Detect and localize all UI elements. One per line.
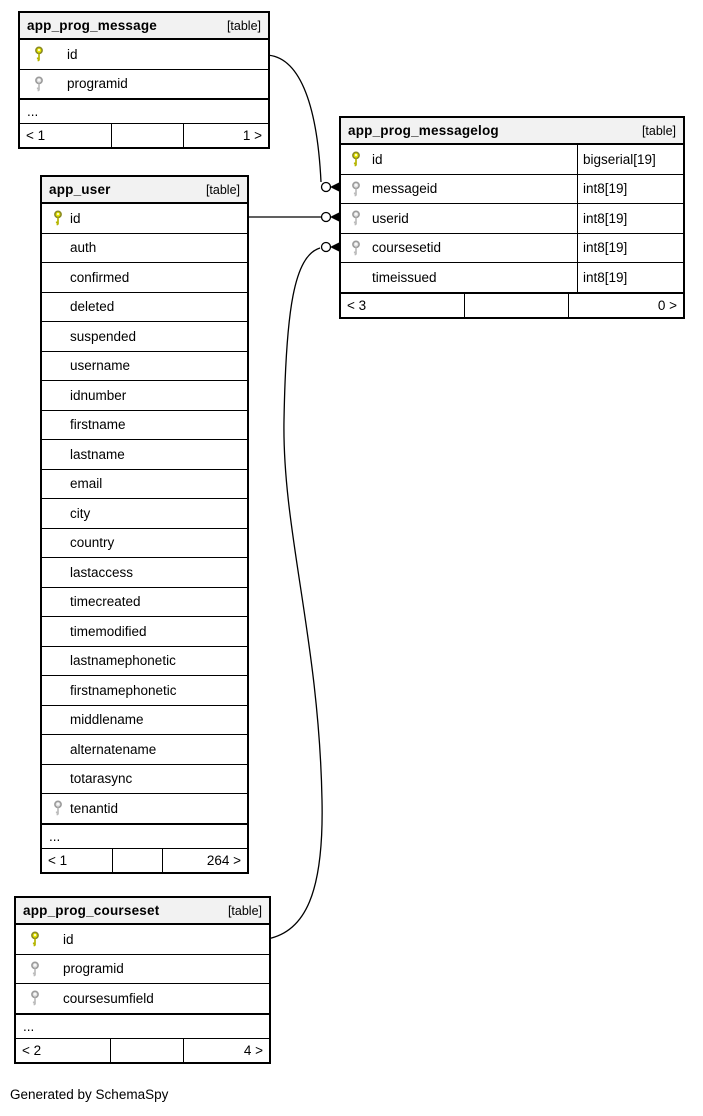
table-name: app_prog_courseset (23, 903, 160, 918)
table-type-tag: [table] (226, 18, 261, 33)
column-row (341, 204, 683, 234)
foreign-key-icon (350, 240, 362, 256)
column-name: email (70, 476, 103, 492)
foreign-key-icon (29, 990, 41, 1006)
parent-count: < 2 (16, 1039, 111, 1062)
column-name: timeissued (372, 269, 437, 285)
footer-spacer (112, 124, 184, 147)
parent-count: < 1 (20, 124, 112, 147)
column-name: coursesumfield (63, 990, 154, 1006)
column-row (42, 735, 247, 765)
table-footer (16, 1039, 269, 1062)
column-name: coursesetid (372, 240, 442, 256)
column-row (42, 470, 247, 500)
column-type: bigserial[19] (577, 145, 683, 174)
column-name: id (70, 210, 81, 226)
column-row (42, 234, 247, 264)
table-name: app_prog_messagelog (348, 123, 499, 138)
column-name: confirmed (70, 269, 130, 285)
column-row (16, 925, 269, 955)
table-name: app_user (49, 182, 111, 197)
column-name: userid (372, 210, 409, 226)
column-name: programid (67, 76, 128, 92)
table-app-user[interactable] (40, 175, 249, 874)
column-row (42, 765, 247, 795)
parent-count: < 1 (42, 849, 113, 872)
column-name: country (70, 535, 115, 551)
foreign-key-icon (350, 181, 362, 197)
column-name: lastname (70, 446, 125, 462)
column-row (42, 293, 247, 323)
primary-key-icon (52, 210, 64, 226)
column-type: int8[19] (577, 263, 683, 292)
hidden-columns-ellipsis: ... (42, 824, 247, 849)
column-row (20, 40, 268, 70)
column-name: totarasync (70, 771, 133, 787)
column-row (341, 263, 683, 293)
table-footer (42, 849, 247, 872)
table-header (42, 177, 247, 204)
column-row (42, 263, 247, 293)
table-header (20, 13, 268, 40)
column-name: username (70, 358, 131, 374)
column-row (341, 234, 683, 264)
column-row (42, 381, 247, 411)
foreign-key-icon (29, 961, 41, 977)
table-footer (20, 124, 268, 147)
column-name: messageid (372, 181, 438, 197)
column-type: int8[19] (577, 234, 683, 263)
foreign-key-icon (52, 800, 64, 816)
hidden-columns-ellipsis: ... (20, 99, 268, 124)
footer-spacer (111, 1039, 184, 1062)
column-row (16, 955, 269, 985)
column-row (42, 588, 247, 618)
column-name: idnumber (70, 387, 127, 403)
column-row (42, 558, 247, 588)
column-name: timemodified (70, 623, 147, 639)
column-row (42, 204, 247, 234)
column-name: lastaccess (70, 564, 134, 580)
relationship-courseset-to-messagelog (267, 242, 341, 940)
table-type-tag: [table] (205, 182, 240, 197)
relationship-user-to-messagelog (245, 212, 341, 223)
column-name: city (70, 505, 91, 521)
table-app-prog-courseset[interactable] (14, 896, 271, 1064)
footer-spacer (113, 849, 163, 872)
column-name: firstnamephonetic (70, 682, 177, 698)
hidden-columns-ellipsis: ... (16, 1014, 269, 1039)
column-row (42, 499, 247, 529)
column-name: firstname (70, 417, 126, 433)
column-name: middlename (70, 712, 144, 728)
column-row (42, 440, 247, 470)
column-name: suspended (70, 328, 137, 344)
column-row (42, 529, 247, 559)
column-row (42, 706, 247, 736)
column-row (42, 322, 247, 352)
column-type: int8[19] (577, 204, 683, 233)
table-type-tag: [table] (227, 903, 262, 918)
column-row (42, 411, 247, 441)
column-name: timecreated (70, 594, 141, 610)
child-count: 4 > (243, 1042, 263, 1058)
column-row (42, 794, 247, 824)
column-row (42, 647, 247, 677)
child-count: 264 > (206, 852, 241, 868)
column-name: id (63, 931, 74, 947)
foreign-key-icon (350, 210, 362, 226)
table-footer (341, 293, 683, 317)
table-app-prog-messagelog[interactable] (339, 116, 685, 319)
column-row (20, 70, 268, 100)
column-name: programid (63, 961, 124, 977)
child-count: 1 > (242, 128, 262, 143)
column-name: id (372, 151, 383, 167)
column-row (16, 984, 269, 1014)
column-name: auth (70, 240, 97, 256)
footer-spacer (465, 294, 569, 317)
primary-key-icon (29, 931, 41, 947)
generated-by-credit: Generated by SchemaSpy (10, 1087, 169, 1102)
primary-key-icon (33, 46, 45, 62)
relationship-message-to-messagelog (266, 55, 341, 193)
table-header (16, 898, 269, 925)
column-row (341, 175, 683, 205)
column-name: deleted (70, 299, 115, 315)
column-type: int8[19] (577, 175, 683, 204)
column-name: id (67, 46, 78, 62)
primary-key-icon (350, 151, 362, 167)
column-name: tenantid (70, 800, 119, 816)
column-row (42, 617, 247, 647)
foreign-key-icon (33, 76, 45, 92)
column-name: alternatename (70, 741, 157, 757)
table-app-prog-message[interactable] (18, 11, 270, 149)
column-name: lastnamephonetic (70, 653, 176, 669)
table-name: app_prog_message (27, 18, 157, 33)
child-count: 0 > (657, 297, 677, 313)
column-row (42, 676, 247, 706)
column-row (42, 352, 247, 382)
column-row (341, 145, 683, 175)
parent-count: < 3 (341, 294, 465, 317)
table-type-tag: [table] (641, 123, 676, 138)
table-header (341, 118, 683, 145)
